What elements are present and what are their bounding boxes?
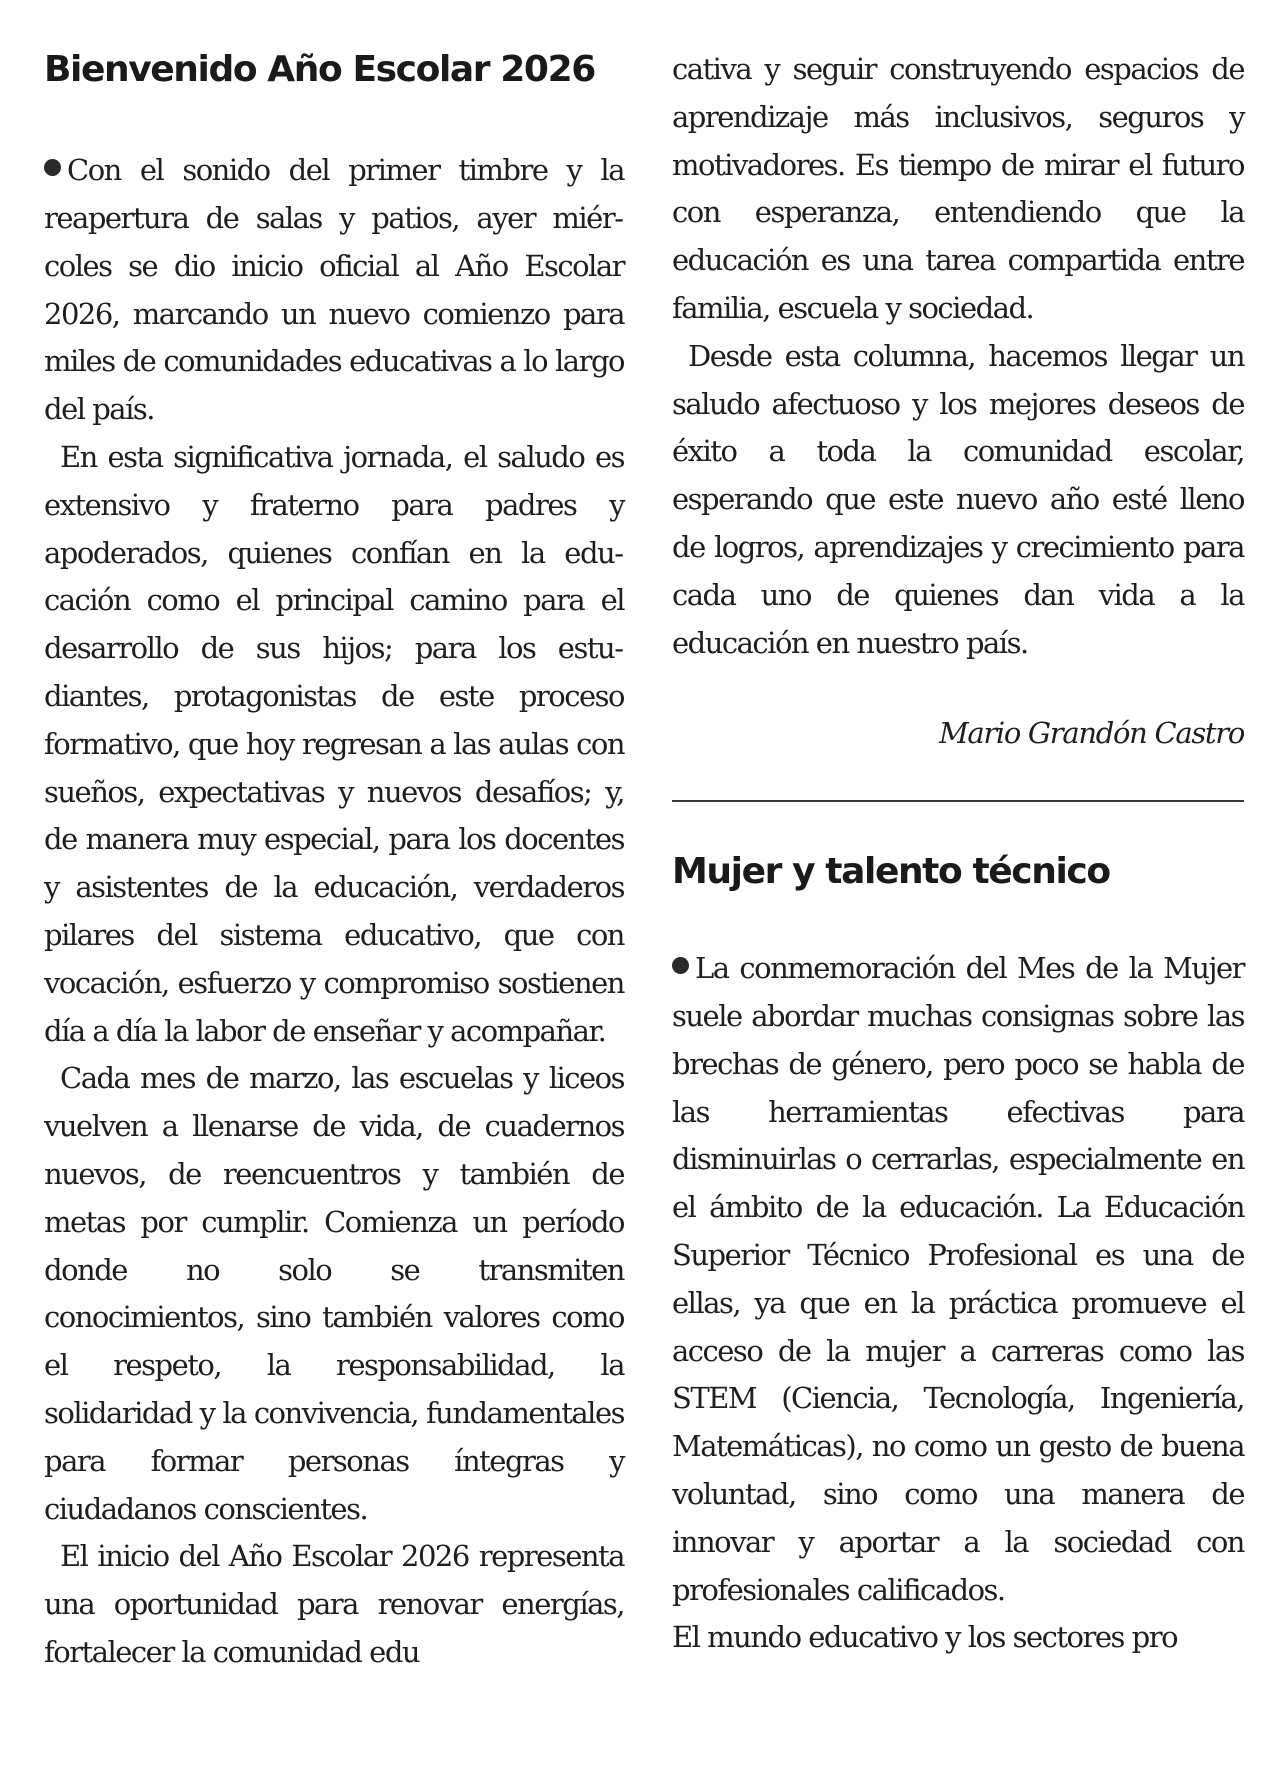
left-column (44, 0, 624, 1677)
bullet-icon (44, 159, 61, 176)
article-1-paragraph-3: Cada mes de marzo, las escuelas y liceos vuelven a llenarse de vida, de cuadernos nuevos, de reencuentros y también de metas por cumplir. Comienza un período donde no solo se transmiten conocimientos, sino también valores como el respeto, la responsabilidad, la solidaridad y la convivencia, fundamentales para formar personas íntegras y ciudadanos conscientes. (44, 1061, 624, 1526)
article-1-paragraph-4: El inicio del Año Escolar 2026 representa una oportunidad para renovar energías, fortalecer la comunidad edu (44, 1539, 624, 1669)
article-2-paragraph-1-text: La conmemoración del Mes de la Mujer suele abordar muchas consignas sobre las brechas de género, pero poco se habla de las herramientas efectivas para disminuirlas o cerrarlas, especialmente en el ámbito de la educación. La Educación Superior Técnico Profesional es una de ellas, ya que en la práctica promueve el acceso de la mujer a carreras como las STEM (Ciencia, Tecnología, Ingeniería, Matemáticas), no como un gesto de buena voluntad, sino como una manera de innovar y aportar a la sociedad con profesionales calificados. (672, 951, 1244, 1607)
article-1-body (44, 147, 624, 1677)
article-1-paragraph-2: En esta significativa jornada, el saludo es extensivo y fraterno para padres y apoderados, quienes confían en la educación como el principal camino para el desarrollo de sus hijos; para los estudiantes, protagonistas de este proceso formativo, que hoy regresan a las aulas con sueños, expectativas y nuevos desafíos; y, de manera muy especial, para los docentes y asistentes de la educación, verdaderos pilares del sistema educativo, que con vocación, esfuerzo y compromiso sostienen día a día la labor de enseñar y acompañar. (44, 439, 624, 1048)
right-column (672, 0, 1244, 1655)
article-1-continuation (672, 46, 1244, 667)
article-1-paragraph-5: cativa y seguir construyendo espacios de aprendizaje más inclusivos, seguros y motivadores. Es tiempo de mirar el futuro con esperanza, entendiendo que la educación es una tarea compartida entre familia, escuela y sociedad. (672, 52, 1244, 325)
article-1-paragraph-1-text: Con el sonido del primer timbre y la reapertura de salas y patios, ayer miércoles se dio inicio oficial al Año Escolar 2026, marcando un nuevo comienzo para miles de comunidades educativas a lo largo del país. (44, 153, 624, 427)
article-1-paragraph-6: Desde esta columna, hacemos llegar un saludo afectuoso y los mejores deseos de éxito a toda la comunidad escolar, esperando que este nuevo año esté lleno de logros, aprendizajes y crecimiento para cada uno de quienes dan vida a la educación en nuestro país. (672, 338, 1244, 660)
section-divider (672, 800, 1244, 802)
article-2-paragraph-2: El mundo educativo y los sectores pro (672, 1620, 1178, 1655)
article-2 (672, 850, 1244, 1662)
bullet-icon (672, 957, 689, 974)
article-2-body (672, 945, 1244, 1662)
article-2-title: Mujer y talento técnico (672, 851, 1110, 892)
article-1-author: Mario Grandón Castro (938, 716, 1244, 750)
article-2-paragraph-1 (672, 945, 1244, 1614)
article-1-title: Bienvenido Año Escolar 2026 (44, 49, 595, 90)
article-1-paragraph-1 (44, 147, 624, 434)
